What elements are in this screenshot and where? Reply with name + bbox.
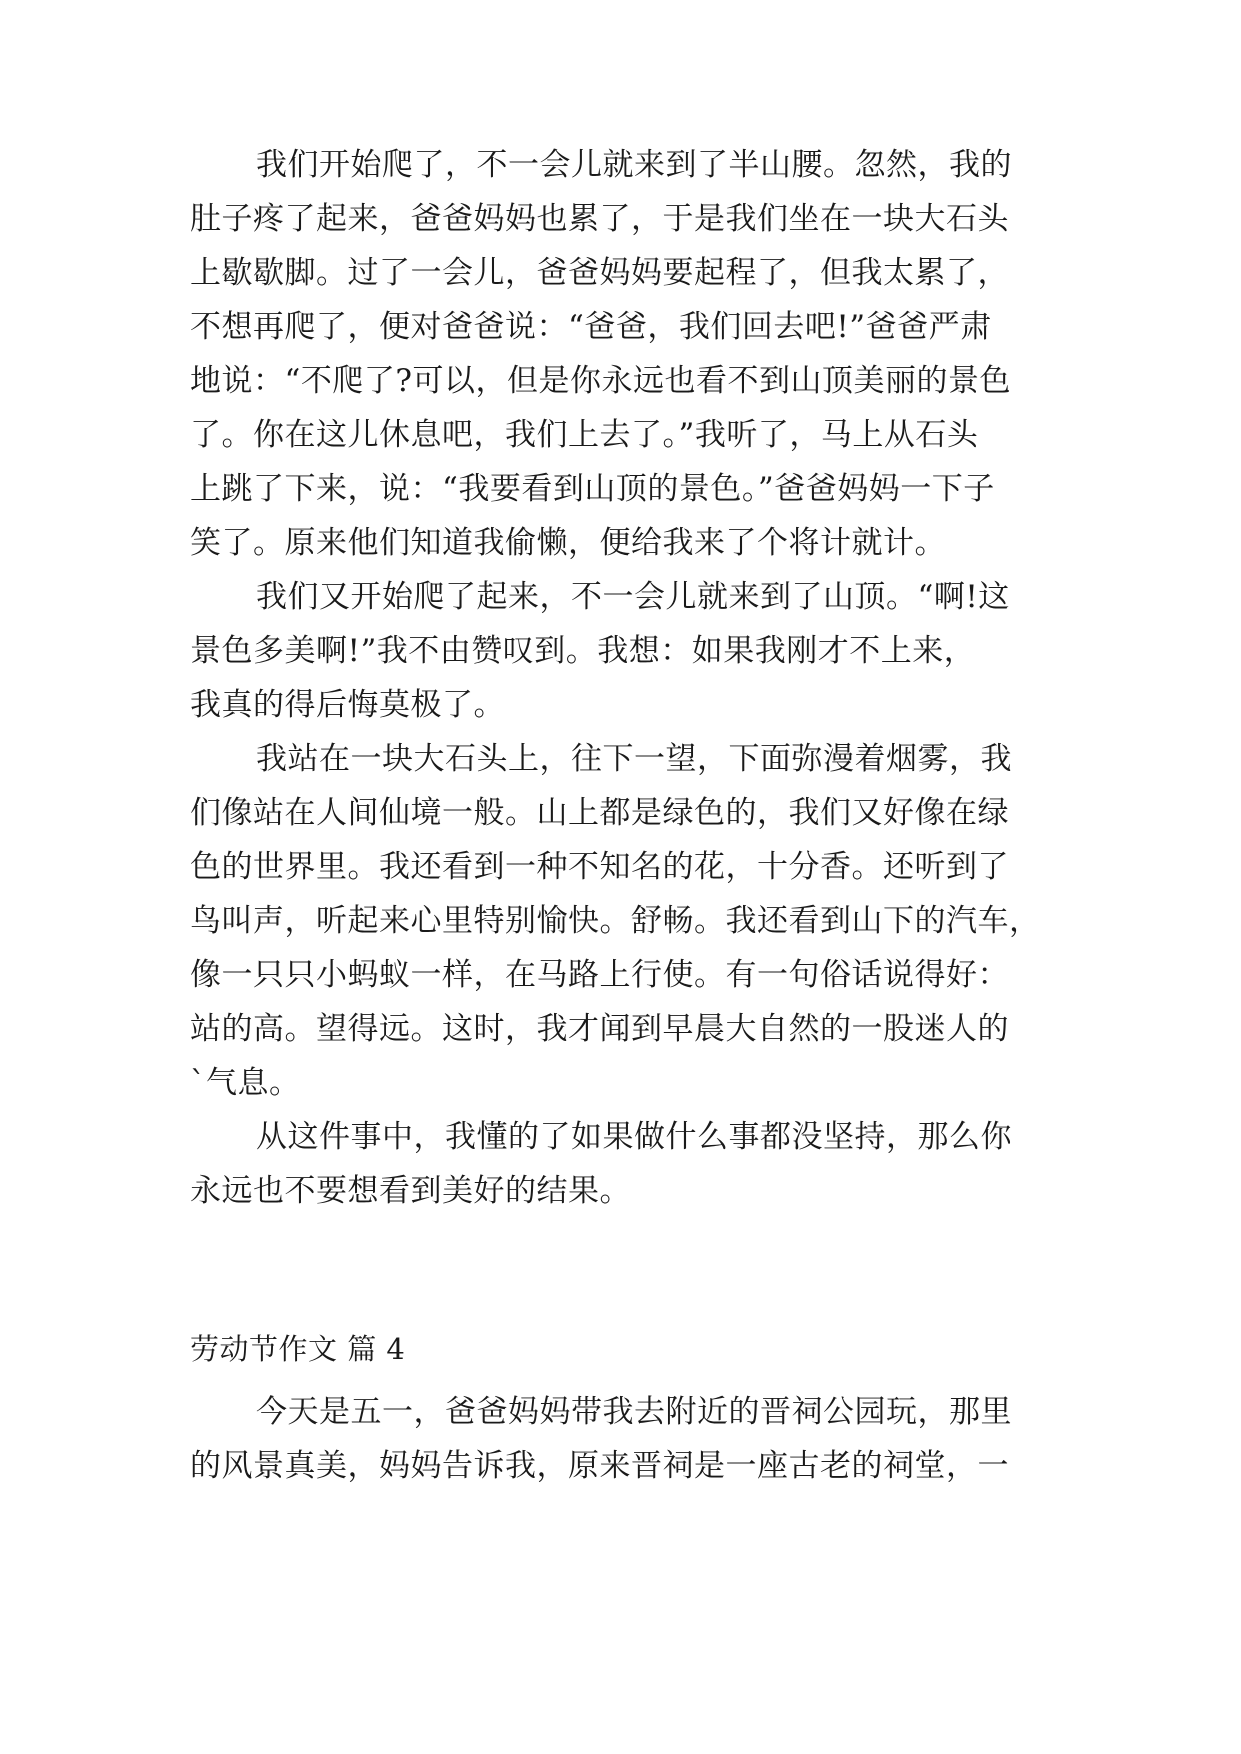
text-line: `气息。	[190, 1065, 301, 1101]
text-line: 我们又开始爬了起来，不一会儿就来到了山顶。“啊!这	[256, 579, 1010, 615]
text-line: 上跳了下来，说：“我要看到山顶的景色。”爸爸妈妈一下子	[190, 471, 995, 507]
text-line: 我站在一块大石头上，往下一望，下面弥漫着烟雾，我	[256, 741, 1012, 777]
text-line: 景色多美啊!”我不由赞叹到。我想：如果我刚才不上来，	[190, 633, 976, 669]
text-line: 笑了。原来他们知道我偷懒，便给我来了个将计就计。	[190, 525, 946, 561]
text-line: 了。你在这儿休息吧，我们上去了。”我听了，马上从石头	[190, 417, 979, 453]
text-line: 的风景真美，妈妈告诉我，原来晋祠是一座古老的祠堂，一	[190, 1448, 1009, 1484]
text-line: 今天是五一，爸爸妈妈带我去附近的晋祠公园玩，那里	[256, 1394, 1012, 1430]
section-heading: 劳动节作文 篇 4	[190, 1332, 406, 1366]
text-line: 永远也不要想看到美好的结果。	[190, 1173, 631, 1209]
text-line: 色的世界里。我还看到一种不知名的花，十分香。还听到了	[190, 849, 1009, 885]
text-line: 我真的得后悔莫极了。	[190, 687, 505, 723]
text-line: 我们开始爬了，不一会儿就来到了半山腰。忽然，我的	[256, 147, 1012, 183]
text-line: 从这件事中，我懂的了如果做什么事都没坚持，那么你	[256, 1119, 1012, 1155]
text-line: 们像站在人间仙境一般。山上都是绿色的，我们又好像在绿	[190, 795, 1009, 831]
text-line: 上歇歇脚。过了一会儿，爸爸妈妈要起程了，但我太累了，	[190, 255, 1009, 291]
text-line: 地说：“不爬了?可以，但是你永远也看不到山顶美丽的景色	[190, 363, 1011, 399]
text-line: 鸟叫声，听起来心里特别愉快。舒畅。我还看到山下的汽车，	[190, 903, 1041, 939]
text-line: 不想再爬了，便对爸爸说：“爸爸，我们回去吧!”爸爸严肃	[190, 309, 992, 345]
text-line: 像一只只小蚂蚁一样，在马路上行使。有一句俗话说得好：	[190, 957, 1009, 993]
text-line: 站的高。望得远。这时，我才闻到早晨大自然的一股迷人的	[190, 1011, 1009, 1047]
text-line: 肚子疼了起来，爸爸妈妈也累了，于是我们坐在一块大石头	[190, 201, 1009, 237]
